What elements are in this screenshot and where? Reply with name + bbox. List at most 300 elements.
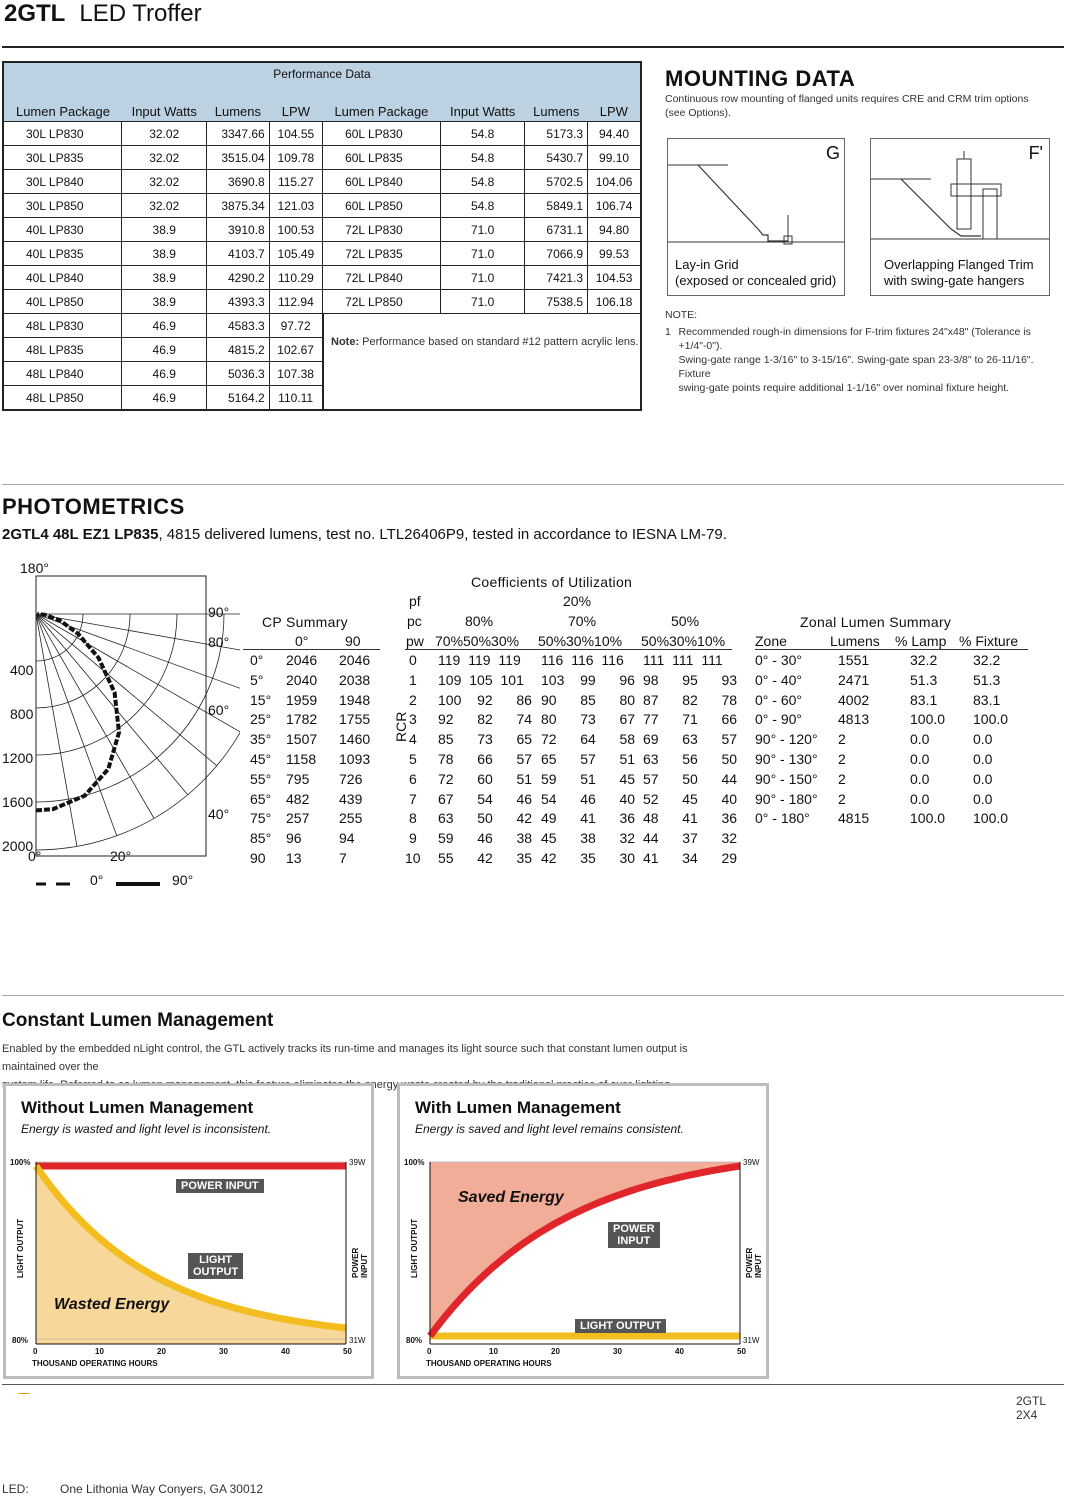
cu-cell: 116 116 116 <box>541 652 624 668</box>
x-tick: 40 <box>675 1347 684 1356</box>
cu-cell: 42 35 30 <box>541 850 636 866</box>
cu-pf-label: pf <box>409 593 421 609</box>
polar-label-40: 40° <box>208 806 230 822</box>
perf-cell: 60L LP830 <box>323 122 441 146</box>
cu-title: Coefficients of Utilization <box>471 574 633 590</box>
zonal-cell: 83.1 <box>910 691 938 708</box>
perf-cell: 46.9 <box>122 386 207 411</box>
cu-cell: 10 <box>405 850 421 866</box>
zonal-cell: 32.2 <box>973 652 1001 668</box>
right-y-title: LIGHT OUTPUT <box>410 1218 419 1278</box>
clm-title: Constant Lumen Management <box>2 1010 274 1031</box>
page-title <box>4 0 202 28</box>
perf-cell: 54.8 <box>440 170 525 194</box>
zonal-header: % Fixture <box>959 633 1019 649</box>
cu-pc-50: 50% <box>671 613 700 629</box>
perf-cell: 30L LP835 <box>3 146 122 170</box>
cu-cell: 67 54 46 <box>438 790 533 807</box>
right-y-bottom: 80% <box>406 1336 423 1345</box>
cp-cell: 726 <box>339 770 363 787</box>
zonal-cell: 2 <box>838 790 846 807</box>
zonal-cell: 0° - 60° <box>755 691 802 708</box>
polar-label-180: 180° <box>20 560 49 576</box>
zonal-cell: 0.0 <box>910 770 930 787</box>
cp-cell: 255 <box>339 810 363 827</box>
perf-cell: 38.9 <box>122 242 207 266</box>
cu-cell: 48 41 36 <box>643 810 738 827</box>
cp-cell: 13 <box>286 850 302 866</box>
cp-cell: 1158 <box>286 751 317 767</box>
perf-cell: 5702.5 <box>525 170 588 194</box>
perf-cell: 109.78 <box>269 146 322 170</box>
perf-cell: 38.9 <box>122 266 207 290</box>
cu-cell: 98 95 93 <box>643 671 738 688</box>
cp-cell: 1093 <box>339 751 371 767</box>
cu-cell: 111 111 111 <box>643 652 723 668</box>
photometrics-test-info: 2GTL4 48L EZ1 LP835, 4815 delivered lumens, test no. LTL26406P9, tested in accordance to IESNA LM-79. <box>2 526 727 543</box>
left-y2-title: POWER INPUT <box>351 1247 369 1278</box>
perf-cell: 32.02 <box>122 122 207 146</box>
zonal-cell: 4813 <box>838 711 870 728</box>
perf-cell: 104.53 <box>588 266 641 290</box>
zonal-cell: 90° - 180° <box>755 790 818 807</box>
power-input-tag: POWER INPUT <box>176 1179 264 1193</box>
zonal-cell: 0° - 40° <box>755 671 802 688</box>
cp-cell: 5° <box>250 671 264 688</box>
zonal-cell: 51.3 <box>973 671 1001 688</box>
cp-cell: 7 <box>339 850 347 866</box>
polar-r2000: 2000 <box>2 838 34 854</box>
perf-cell: 72L LP835 <box>323 242 441 266</box>
perf-cell: 38.9 <box>122 290 207 314</box>
legend-label-90: 90° <box>172 872 194 888</box>
perf-cell: 72L LP830 <box>323 218 441 242</box>
cu-pf-value: 20% <box>563 593 592 609</box>
perf-cell: 7066.9 <box>525 242 588 266</box>
cu-cell: 100 92 86 <box>438 691 532 708</box>
zonal-cell: 83.1 <box>973 691 1001 708</box>
cu-cell: 54 46 40 <box>541 790 636 807</box>
footer-accent <box>18 1393 30 1394</box>
cu-cell: 92 82 74 <box>438 711 533 728</box>
footer-rule <box>2 1384 1064 1385</box>
cp-cell: 1460 <box>339 731 371 748</box>
table-row <box>3 170 641 194</box>
cu-cell: 72 60 51 <box>438 770 533 787</box>
perf-cell: 94.80 <box>588 218 641 242</box>
cu-cell: 77 71 66 <box>643 711 738 728</box>
cu-pw-label: pw <box>406 633 424 649</box>
perf-cell: 110.29 <box>269 266 322 290</box>
table-row <box>3 314 641 338</box>
zonal-header: Zone <box>755 633 787 649</box>
polar-b20: 20° <box>110 848 132 864</box>
perf-cell: 121.03 <box>269 194 322 218</box>
cp-cell: 75° <box>250 810 272 827</box>
perf-cell: 30L LP830 <box>3 122 122 146</box>
perf-cell: 71.0 <box>440 266 525 290</box>
cp-col-90: 90 <box>345 633 361 649</box>
zonal-cell: 2471 <box>838 671 870 688</box>
perf-col-header: LPW <box>269 85 322 122</box>
perf-cell: 94.40 <box>588 122 641 146</box>
zonal-header: % Lamp <box>895 633 947 649</box>
x-tick: 30 <box>613 1347 622 1356</box>
perf-cell: 32.02 <box>122 146 207 170</box>
cu-cell: 1 <box>409 671 417 688</box>
left-y-bottom: 80% <box>12 1336 29 1345</box>
perf-cell: 71.0 <box>440 290 525 314</box>
perf-cell: 105.49 <box>269 242 322 266</box>
perf-cell: 115.27 <box>269 170 322 194</box>
perf-col-header: Lumens <box>525 85 588 122</box>
table-row <box>3 218 641 242</box>
perf-col-header: Lumens <box>207 85 270 122</box>
perf-cell: 106.74 <box>588 194 641 218</box>
table-row <box>3 146 641 170</box>
perf-cell: 3690.8 <box>207 170 270 194</box>
perf-col-header: LPW <box>588 85 641 122</box>
polar-r400: 400 <box>10 662 34 678</box>
cu-cell: 72 64 58 <box>541 731 636 748</box>
perf-cell: 4393.3 <box>207 290 270 314</box>
zonal-cell: 100.0 <box>910 711 946 728</box>
x-tick: 10 <box>95 1347 104 1356</box>
cu-pw-80: 70%50%30% <box>435 633 520 649</box>
cp-cell: 2040 <box>286 671 318 688</box>
mounting-description: Continuous row mounting of flanged units requires CRE and CRM trim options (see Options). <box>665 93 1029 119</box>
footer-led-label: LED: <box>2 1482 29 1496</box>
perf-cell: 3347.66 <box>207 122 270 146</box>
cp-cell: 90 <box>250 850 266 866</box>
x-tick: 20 <box>157 1347 166 1356</box>
header-rule <box>2 46 1064 48</box>
cu-cell: 5 <box>409 751 417 767</box>
zonal-cell: 100.0 <box>910 810 946 827</box>
cp-cell: 55° <box>250 770 272 787</box>
model-code: 2GTL <box>4 0 66 27</box>
performance-caption: Performance Data <box>3 62 641 85</box>
cp-cell: 35° <box>250 731 272 748</box>
zonal-cell: 0.0 <box>910 731 930 748</box>
mounting-title: MOUNTING DATA <box>665 66 856 91</box>
cp-cell: 94 <box>339 830 355 847</box>
cu-pw-70: 50%30%10% <box>538 633 623 649</box>
clm-description: Enabled by the embedded nLight control, the GTL actively tracks its run-time and manages its light source such that constant lumen output is maintained over the energy <box>2 1043 688 1091</box>
right-y-top: 100% <box>404 1158 425 1167</box>
cu-cell: 6 <box>409 770 417 787</box>
cp-cell: 2046 <box>339 652 371 668</box>
x-tick: 50 <box>737 1347 746 1356</box>
x-tick: 30 <box>219 1347 228 1356</box>
cu-rule <box>405 649 732 650</box>
x-tick: 10 <box>489 1347 498 1356</box>
right-x-title: THOUSAND OPERATING HOURS <box>426 1359 552 1368</box>
cu-cell: 109 105 101 <box>438 671 524 688</box>
polar-r1200: 1200 <box>2 750 34 766</box>
perf-cell: 60L LP840 <box>323 170 441 194</box>
perf-cell: 7421.3 <box>525 266 588 290</box>
cu-cell: 59 51 45 <box>541 770 636 787</box>
cp-cell: 25° <box>250 711 272 728</box>
zonal-cell: 2 <box>838 751 846 767</box>
perf-cell: 71.0 <box>440 218 525 242</box>
photometrics-rule <box>2 484 1064 485</box>
perf-cell: 107.38 <box>269 362 322 386</box>
panel-with-lm <box>397 1083 769 1379</box>
table-row <box>3 194 641 218</box>
cp-cell: 1948 <box>339 691 371 708</box>
cp-cell: 2046 <box>286 652 318 668</box>
left-y2-top: 39W <box>349 1158 366 1167</box>
perf-cell: 48L LP840 <box>3 362 122 386</box>
table-row <box>3 122 641 146</box>
photometrics-title: PHOTOMETRICS <box>2 494 185 519</box>
perf-empty <box>323 314 641 411</box>
cu-pw-50: 50%30%10% <box>641 633 726 649</box>
zonal-cell: 0.0 <box>910 790 930 807</box>
perf-cell: 32.02 <box>122 194 207 218</box>
mount-g-letter: G <box>825 143 840 163</box>
legend-label-0: 0° <box>90 872 104 888</box>
zonal-title: Zonal Lumen Summary <box>800 614 952 630</box>
zonal-cell: 4002 <box>838 691 870 708</box>
perf-cell: 112.94 <box>269 290 322 314</box>
zonal-cell: 0° - 180° <box>755 810 810 827</box>
cu-cell: 44 37 32 <box>643 830 738 847</box>
cu-cell: 87 82 78 <box>643 691 738 708</box>
perf-cell: 3875.34 <box>207 194 270 218</box>
perf-cell: 40L LP835 <box>3 242 122 266</box>
cu-cell: 55 42 35 <box>438 850 533 866</box>
light-output-tag: LIGHT OUTPUT <box>188 1253 243 1279</box>
perf-col-header: Input Watts <box>440 85 525 122</box>
perf-cell: 5036.3 <box>207 362 270 386</box>
perf-cell: 6731.1 <box>525 218 588 242</box>
cp-cell: 439 <box>339 790 363 807</box>
zonal-cell: 1551 <box>838 652 870 668</box>
perf-cell: 46.9 <box>122 314 207 338</box>
cu-cell: 57 50 44 <box>643 770 738 787</box>
perf-cell: 46.9 <box>122 338 207 362</box>
perf-cell: 60L LP850 <box>323 194 441 218</box>
perf-cell: 32.02 <box>122 170 207 194</box>
mounting-note: NOTE: 1 Recommended rough-in dimensions for F-trim fixtures 24"x48" (Tolerance is +1/4"-0"). Swing-gate range 1-3/16" to 3-15/16". Swing-gate span 23-3/8" to 26-11/16". Fixture swing-gate points require additional 1-1/16" over nominal fixture height. <box>665 309 1034 394</box>
cp-cell: 1755 <box>339 711 371 728</box>
cu-cell: 63 50 42 <box>438 810 533 827</box>
perf-cell: 5164.2 <box>207 386 270 411</box>
left-x-title: THOUSAND OPERATING HOURS <box>32 1359 158 1368</box>
perf-cell: 60L LP835 <box>323 146 441 170</box>
polar-label-80: 80° <box>208 634 230 650</box>
zonal-cell: 4815 <box>838 810 870 827</box>
performance-table <box>2 61 642 411</box>
zonal-rule <box>755 649 1028 650</box>
cp-cell: 96 <box>286 830 302 847</box>
perf-cell: 72L LP840 <box>323 266 441 290</box>
perf-col-header: Lumen Package <box>323 85 441 122</box>
zonal-cell: 100.0 <box>973 711 1009 728</box>
zonal-cell: 51.3 <box>910 671 938 688</box>
polar-b0: 0° <box>28 848 42 864</box>
perf-cell: 72L LP850 <box>323 290 441 314</box>
without-lm-chart <box>6 1086 371 1376</box>
zonal-cell: 0.0 <box>910 751 930 767</box>
cu-cell: 3 <box>409 711 417 728</box>
cu-cell: 119 119 119 <box>438 652 521 668</box>
cp-cell: 45° <box>250 751 272 767</box>
product-name: LED Troffer <box>79 0 202 27</box>
mounting-lay-in-grid <box>667 138 845 296</box>
cp-cell: 0° <box>250 652 264 668</box>
perf-cell: 4103.7 <box>207 242 270 266</box>
perf-cell: 4815.2 <box>207 338 270 362</box>
right-y2-bottom: 31W <box>743 1336 760 1345</box>
cu-cell: 45 38 32 <box>541 830 636 847</box>
zonal-header: Lumens <box>830 633 880 649</box>
cu-pc-80: 80% <box>465 613 494 629</box>
power-input-tag-right: POWER INPUT <box>608 1222 660 1248</box>
cu-cell: 41 34 29 <box>643 850 738 866</box>
cp-col-0: 0° <box>295 633 309 649</box>
cu-pc-label: pc <box>407 613 422 629</box>
perf-cell: 104.55 <box>269 122 322 146</box>
cu-cell: 90 85 80 <box>541 691 636 708</box>
x-tick: 0 <box>427 1347 432 1356</box>
perf-cell: 99.53 <box>588 242 641 266</box>
light-output-tag-right: LIGHT OUTPUT <box>575 1319 666 1333</box>
panel-without-subtitle: Energy is wasted and light level is inconsistent. <box>21 1122 272 1136</box>
zonal-cell: 0.0 <box>973 751 993 767</box>
perf-cell: 48L LP830 <box>3 314 122 338</box>
perf-cell: 3910.8 <box>207 218 270 242</box>
panel-without-lm <box>3 1083 374 1379</box>
cu-cell: 85 73 65 <box>438 731 533 748</box>
right-y2-top: 39W <box>743 1158 760 1167</box>
candela-curve-0 <box>36 614 119 810</box>
cp-cell: 795 <box>286 770 310 787</box>
cu-cell: 80 73 67 <box>541 711 636 728</box>
panel-with-title: With Lumen Management <box>415 1098 621 1117</box>
cu-cell: 8 <box>409 810 417 827</box>
cu-pc-70: 70% <box>568 613 597 629</box>
perf-cell: 106.18 <box>588 290 641 314</box>
perf-cell: 54.8 <box>440 194 525 218</box>
polar-r1600: 1600 <box>2 794 34 810</box>
saved-energy-label: Saved Energy <box>458 1189 564 1206</box>
zonal-cell: 90° - 150° <box>755 770 818 787</box>
mount-f-label: Overlapping Flanged Trim with swing-gate hangers <box>884 257 1034 288</box>
left-y-top: 100% <box>10 1158 31 1167</box>
zonal-cell: 2 <box>838 770 846 787</box>
zonal-cell: 2 <box>838 731 846 748</box>
polar-label-60: 60° <box>208 702 230 718</box>
polar-label-90: 90° <box>208 604 230 620</box>
perf-cell: 40L LP830 <box>3 218 122 242</box>
table-row <box>3 266 641 290</box>
cu-cell: 59 46 38 <box>438 830 533 847</box>
zonal-cell: 0° - 90° <box>755 711 802 728</box>
cu-cell: 2 <box>409 691 417 708</box>
perf-cell: 30L LP850 <box>3 194 122 218</box>
perf-cell: 100.53 <box>269 218 322 242</box>
cp-rule <box>243 649 380 650</box>
x-tick: 50 <box>343 1347 352 1356</box>
perf-cell: 97.72 <box>269 314 322 338</box>
zonal-cell: 0.0 <box>973 731 993 748</box>
perf-cell: 46.9 <box>122 362 207 386</box>
cu-cell: 69 63 57 <box>643 731 738 748</box>
zonal-cell: 0° - 30° <box>755 652 802 668</box>
mount-f-letter: F' <box>1028 143 1043 163</box>
cp-cell: 1782 <box>286 711 318 728</box>
perf-cell: 71.0 <box>440 242 525 266</box>
panel-with-subtitle: Energy is saved and light level remains consistent. <box>415 1122 684 1136</box>
perf-cell: 5430.7 <box>525 146 588 170</box>
cu-cell: 9 <box>409 830 417 847</box>
perf-cell: 30L LP840 <box>3 170 122 194</box>
cu-rcr-label: RCR <box>393 711 409 742</box>
cp-cell: 257 <box>286 810 310 827</box>
cp-cell: 85° <box>250 830 272 847</box>
panel-without-title: Without Lumen Management <box>21 1098 254 1117</box>
zonal-cell: 90° - 130° <box>755 751 818 767</box>
x-tick: 0 <box>33 1347 38 1356</box>
cp-summary-title: CP Summary <box>262 614 348 630</box>
cp-cell: 65° <box>250 790 272 807</box>
perf-cell: 5173.3 <box>525 122 588 146</box>
perf-cell: 40L LP840 <box>3 266 122 290</box>
perf-cell: 54.8 <box>440 146 525 170</box>
perf-cell: 110.11 <box>269 386 322 411</box>
polar-r800: 800 <box>10 706 34 722</box>
zonal-cell: 90° - 120° <box>755 731 818 748</box>
mount-g-label: Lay-in Grid (exposed or concealed grid) <box>675 257 837 288</box>
perf-cell: 48L LP835 <box>3 338 122 362</box>
perf-cell: 7538.5 <box>525 290 588 314</box>
zonal-cell: 0.0 <box>973 770 993 787</box>
x-tick: 20 <box>551 1347 560 1356</box>
perf-col-header: Lumen Package <box>3 85 122 122</box>
footer-code: 2GTL 2X4 <box>1016 1394 1046 1422</box>
footer-address: One Lithonia Way Conyers, GA 30012 <box>60 1482 264 1496</box>
cu-cell: 65 57 51 <box>541 751 636 767</box>
table-row <box>3 290 641 314</box>
perf-col-header: Input Watts <box>122 85 207 122</box>
zonal-cell: 32.2 <box>910 652 938 668</box>
perf-cell: 48L LP850 <box>3 386 122 411</box>
cp-cell: 15° <box>250 691 272 708</box>
performance-table-container <box>2 61 642 411</box>
table-row <box>3 242 641 266</box>
perf-cell: 4583.3 <box>207 314 270 338</box>
left-y-title: LIGHT OUTPUT <box>16 1218 25 1278</box>
performance-note: Note: Performance based on standard #12 pattern acrylic lens. <box>331 336 639 348</box>
cu-cell: 78 66 57 <box>438 751 533 767</box>
cu-cell: 0 <box>409 652 417 668</box>
perf-cell: 54.8 <box>440 122 525 146</box>
zonal-cell: 100.0 <box>973 810 1009 827</box>
cu-cell: 103 99 96 <box>541 671 635 688</box>
left-y2-bottom: 31W <box>349 1336 366 1345</box>
cu-cell: 52 45 40 <box>643 790 738 807</box>
perf-cell: 3515.04 <box>207 146 270 170</box>
cp-cell: 482 <box>286 790 310 807</box>
perf-cell: 5849.1 <box>525 194 588 218</box>
perf-cell: 104.06 <box>588 170 641 194</box>
perf-cell: 40L LP850 <box>3 290 122 314</box>
cu-cell: 4 <box>409 731 417 748</box>
